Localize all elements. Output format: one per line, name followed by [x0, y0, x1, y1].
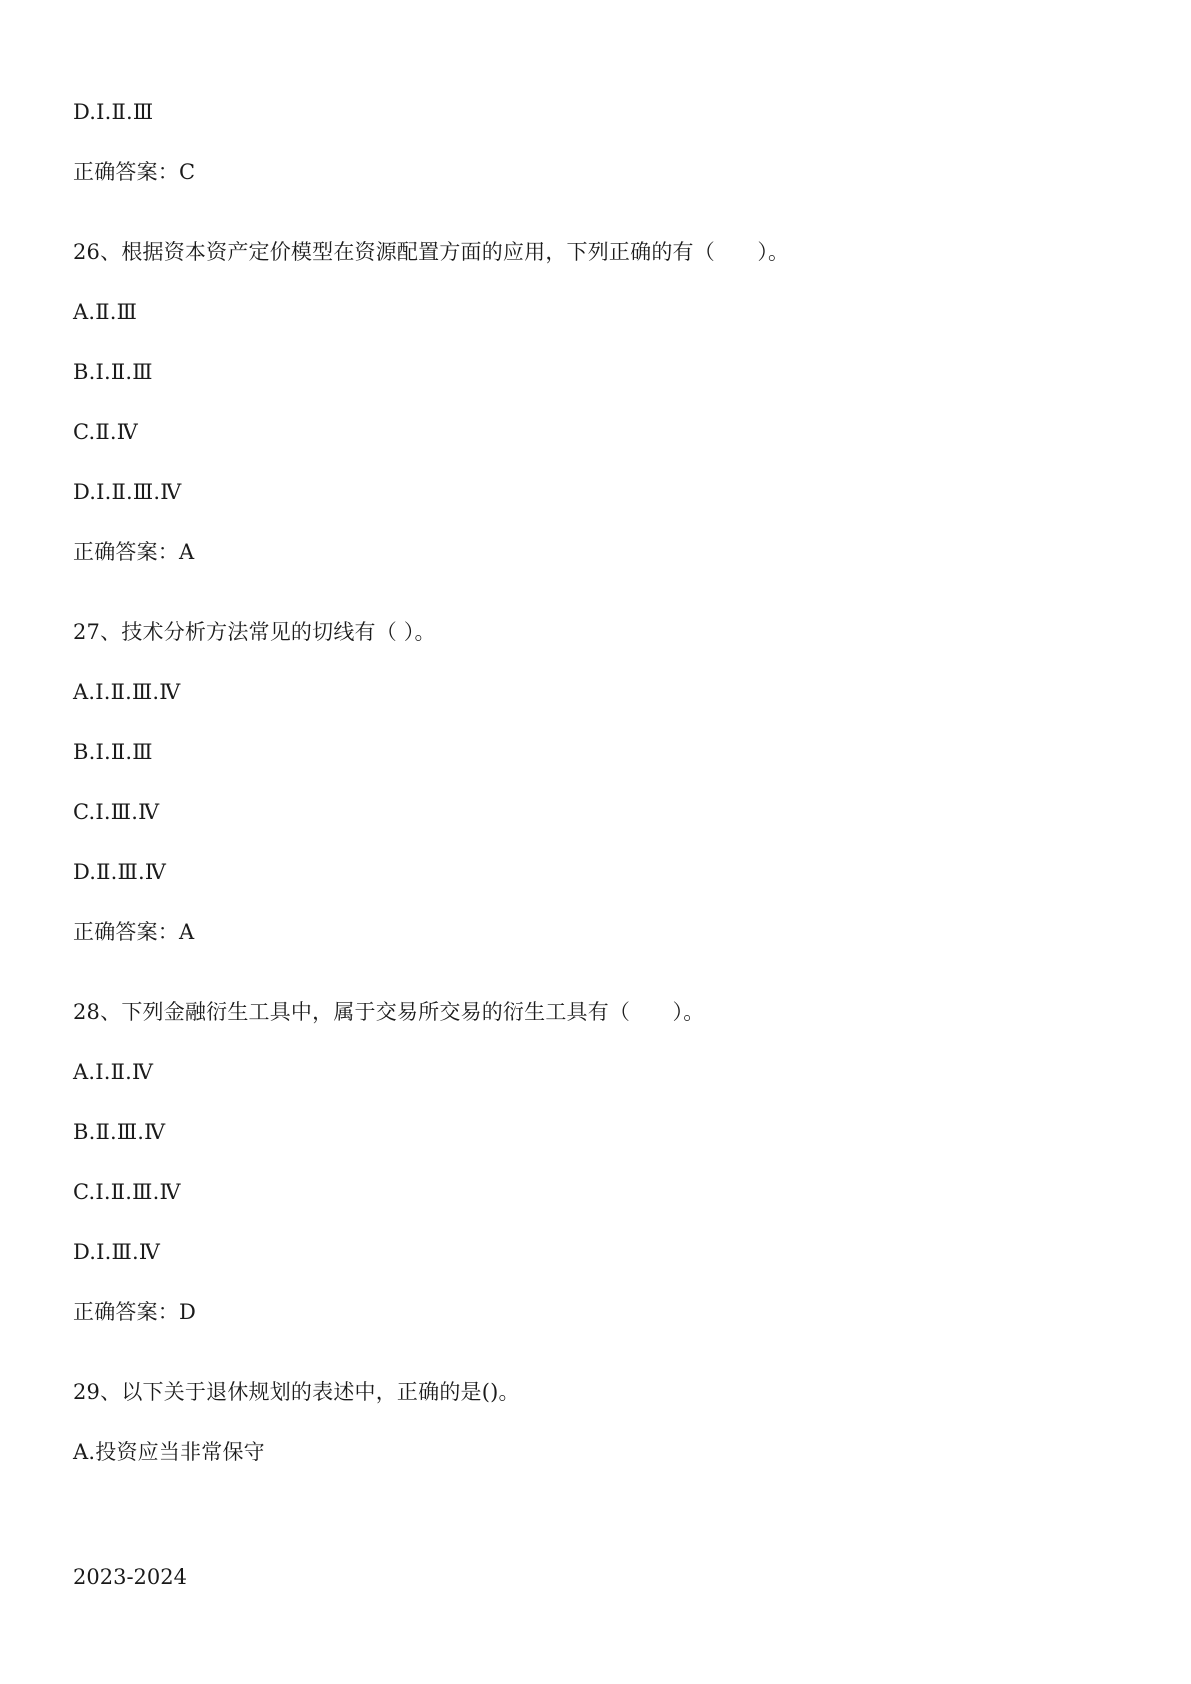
answer-q27: 正确答案：A	[73, 920, 195, 944]
option-b-q28: B.Ⅱ.Ⅲ.Ⅳ	[73, 1120, 166, 1144]
question-26: 26、根据资本资产定价模型在资源配置方面的应用，下列正确的有（ ）。	[73, 240, 790, 264]
option-c-q26: C.Ⅱ.Ⅳ	[73, 420, 138, 444]
option-a-q28: A.Ⅰ.Ⅱ.Ⅳ	[73, 1060, 154, 1084]
answer-q28: 正确答案：D	[73, 1300, 197, 1324]
page-footer-year: 2023-2024	[73, 1565, 187, 1589]
option-d-q26: D.Ⅰ.Ⅱ.Ⅲ.Ⅳ	[73, 480, 182, 504]
answer-q26: 正确答案：A	[73, 540, 195, 564]
question-28: 28、下列金融衍生工具中，属于交易所交易的衍生工具有（ ）。	[73, 1000, 705, 1024]
option-d-q27: D.Ⅱ.Ⅲ.Ⅳ	[73, 860, 167, 884]
option-d-q25: D.Ⅰ.Ⅱ.Ⅲ	[73, 100, 154, 124]
answer-q25: 正确答案：C	[73, 160, 196, 184]
option-a-q27: A.Ⅰ.Ⅱ.Ⅲ.Ⅳ	[73, 680, 181, 704]
question-27: 27、技术分析方法常见的切线有（ ）。	[73, 620, 436, 644]
option-b-q27: B.Ⅰ.Ⅱ.Ⅲ	[73, 740, 153, 764]
option-b-q26: B.Ⅰ.Ⅱ.Ⅲ	[73, 360, 153, 384]
question-29: 29、以下关于退休规划的表述中，正确的是()。	[73, 1380, 520, 1404]
option-a-q29: A.投资应当非常保守	[73, 1440, 265, 1464]
option-c-q27: C.Ⅰ.Ⅲ.Ⅳ	[73, 800, 160, 824]
option-c-q28: C.Ⅰ.Ⅱ.Ⅲ.Ⅳ	[73, 1180, 181, 1204]
option-d-q28: D.Ⅰ.Ⅲ.Ⅳ	[73, 1240, 161, 1264]
option-a-q26: A.Ⅱ.Ⅲ	[73, 300, 138, 324]
